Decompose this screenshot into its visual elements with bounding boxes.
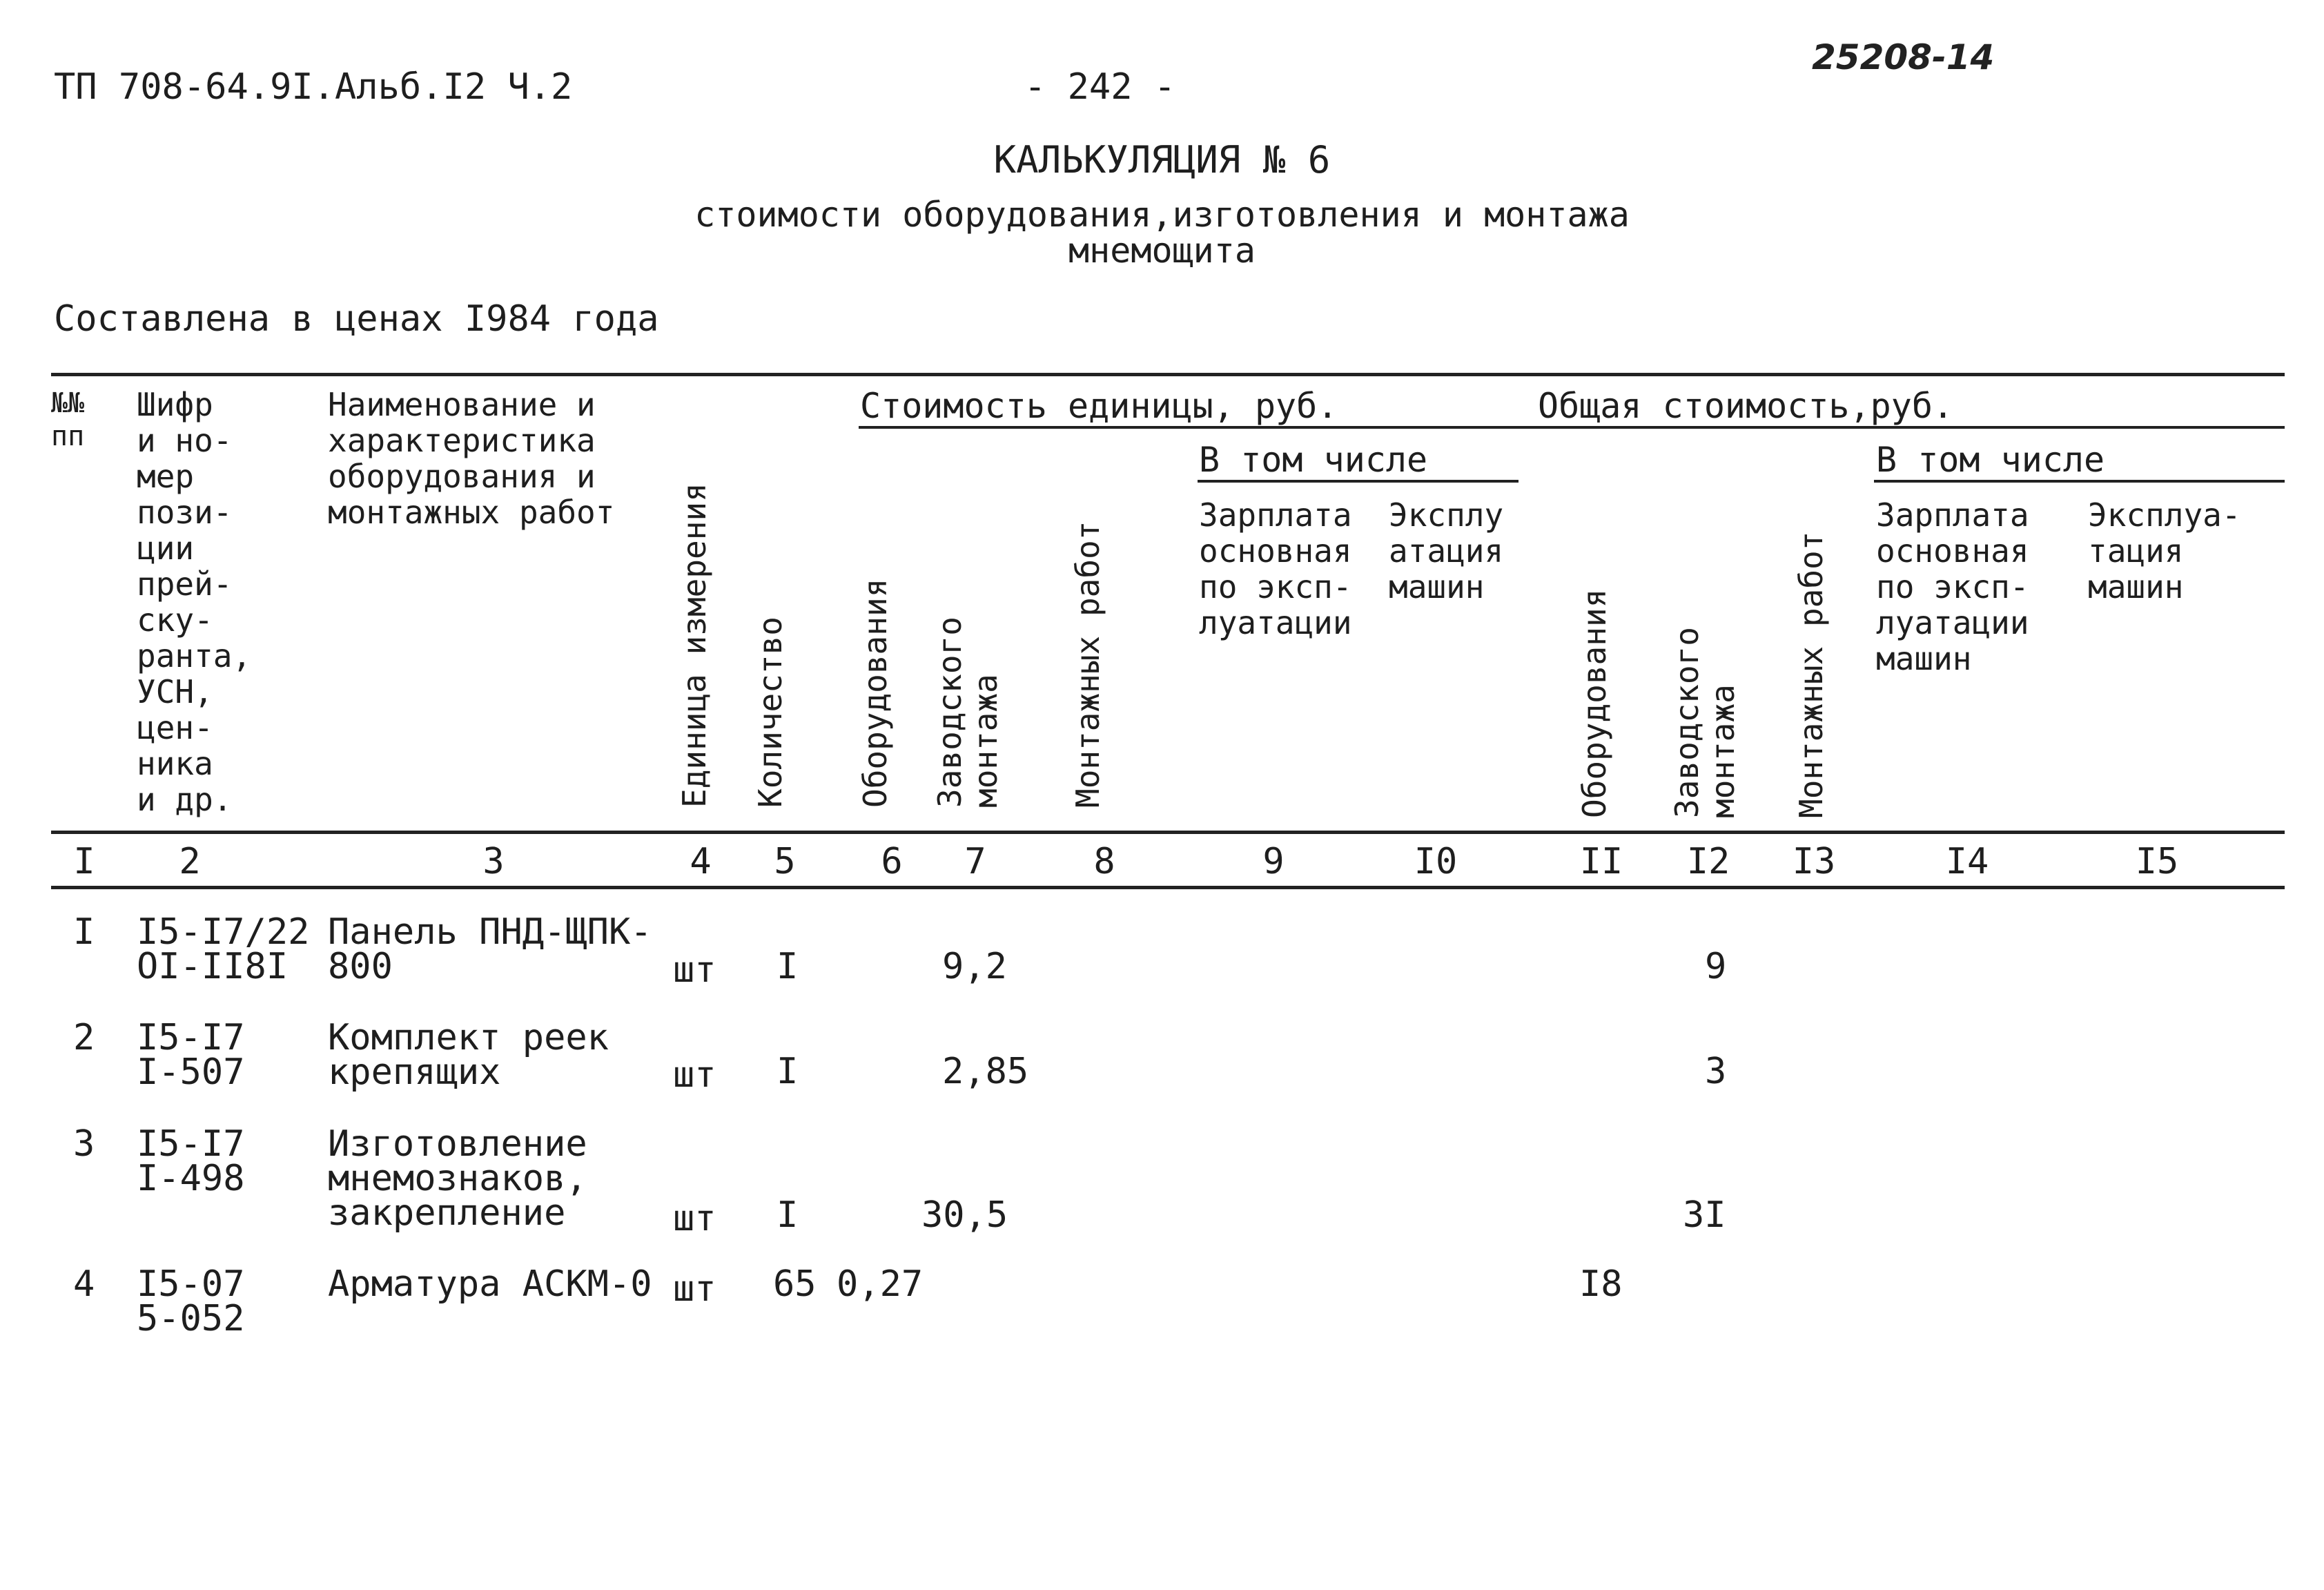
header-bottom-rule: [51, 831, 2285, 834]
row-unit-factory: 9,2: [942, 946, 1007, 987]
column-number: 4: [690, 841, 712, 882]
total-including-rule: [1874, 480, 2285, 483]
row-unit: шт: [673, 1198, 716, 1239]
column-number: 3: [482, 841, 505, 882]
column-number: 7: [964, 841, 986, 882]
row-total-factory: 3I: [1683, 1194, 1726, 1236]
row-num: 4: [73, 1263, 95, 1305]
header-num: №№ пп: [51, 387, 85, 452]
column-number: I0: [1414, 841, 1458, 882]
column-number: 5: [774, 841, 796, 882]
row-unit: шт: [673, 1268, 716, 1310]
column-number: I2: [1686, 841, 1730, 882]
row-qty: I: [777, 1194, 799, 1236]
header-unit-mounting: Монтажных работ: [1069, 521, 1106, 808]
row-unit-equipment: 0,27: [837, 1263, 924, 1305]
row-code: I5-I7 I-498: [137, 1123, 245, 1199]
column-number: 6: [881, 841, 903, 882]
header-unit: Единица измерения: [676, 483, 713, 808]
column-number: I4: [1945, 841, 1989, 882]
row-qty: I: [777, 946, 799, 987]
header-total-mounting: Монтажных работ: [1793, 531, 1830, 818]
header-total-including: В том числе: [1876, 440, 2105, 480]
table-top-rule: [51, 373, 2285, 376]
header-total-machines: Эксплуа- тация машин: [2088, 496, 2241, 605]
column-number: 8: [1093, 841, 1115, 882]
row-unit-factory: 2,85: [942, 1051, 1029, 1092]
row-num: I: [73, 911, 95, 953]
row-qty: 65: [773, 1263, 817, 1305]
row-qty: I: [777, 1051, 799, 1092]
header-total-equipment: Оборудования: [1576, 588, 1613, 818]
header-unit-factory: Заводского монтажа: [931, 617, 1004, 808]
row-total-factory: 3: [1705, 1051, 1727, 1092]
header-qty: Количество: [752, 617, 789, 808]
column-number: 9: [1262, 841, 1285, 882]
row-unit: шт: [673, 949, 716, 991]
row-num: 3: [73, 1123, 95, 1165]
column-number: II: [1579, 841, 1623, 882]
header-code: Шифр и но- мер пози- ции прей- ску- ранта, УСН, цен- ника и др.: [137, 386, 252, 818]
header-unit-cost-group: Стоимость единицы, руб.: [860, 386, 1338, 426]
column-number: 2: [179, 841, 201, 882]
row-code: I5-I7 I-507: [137, 1017, 245, 1093]
row-name: Панель ПНД-ЩПК- 800: [328, 911, 652, 987]
header-unit-equipment: Оборудования: [857, 578, 894, 808]
row-name: Комплект реек крепящих: [328, 1017, 609, 1093]
column-number: I: [73, 841, 95, 882]
column-numbers-rule: [51, 886, 2285, 889]
row-unit-factory: 30,5: [921, 1194, 1008, 1236]
row-code: I5-I7/22 OI-II8I: [137, 911, 310, 987]
archive-stamp: 25208-14: [1812, 37, 1995, 77]
row-num: 2: [73, 1017, 95, 1058]
calculation-subtitle-line2: мнемощита: [1068, 231, 1256, 271]
header-unit-including: В том числе: [1199, 440, 1428, 480]
prices-note: Составлена в ценах I984 года: [54, 298, 659, 340]
header-total-factory: Заводского монтажа: [1668, 627, 1741, 818]
calculation-title: КАЛЬКУЛЯЦИЯ № 6: [993, 138, 1331, 182]
header-unit-salary: Зарплата основная по эксп- луатации: [1199, 496, 1352, 641]
column-number: I3: [1792, 841, 1836, 882]
row-total-factory: 9: [1705, 946, 1727, 987]
document-code: ТП 708-64.9I.Альб.I2 Ч.2: [54, 66, 573, 108]
row-name: Изготовление мнемознаков, закрепление: [328, 1123, 587, 1234]
calculation-subtitle-line1: стоимости оборудования,изготовления и монтажа: [694, 195, 1630, 235]
page-number: - 242 -: [1024, 66, 1176, 108]
row-unit: шт: [673, 1054, 716, 1096]
header-unit-machines: Эксплу атация машин: [1389, 496, 1504, 605]
row-name: Арматура АСКМ-0: [328, 1263, 652, 1305]
column-number: I5: [2135, 841, 2179, 882]
row-total-equipment: I8: [1579, 1263, 1623, 1305]
header-total-salary: Зарплата основная по эксп- луатации машин: [1876, 496, 2029, 677]
unit-including-rule: [1198, 480, 1519, 483]
header-name: Наименование и характеристика оборудования и монтажных работ: [328, 386, 615, 531]
row-code: I5-07 5-052: [137, 1263, 245, 1339]
group-header-rule: [859, 426, 2285, 429]
header-total-cost-group: Общая стоимость,руб.: [1538, 386, 1954, 426]
